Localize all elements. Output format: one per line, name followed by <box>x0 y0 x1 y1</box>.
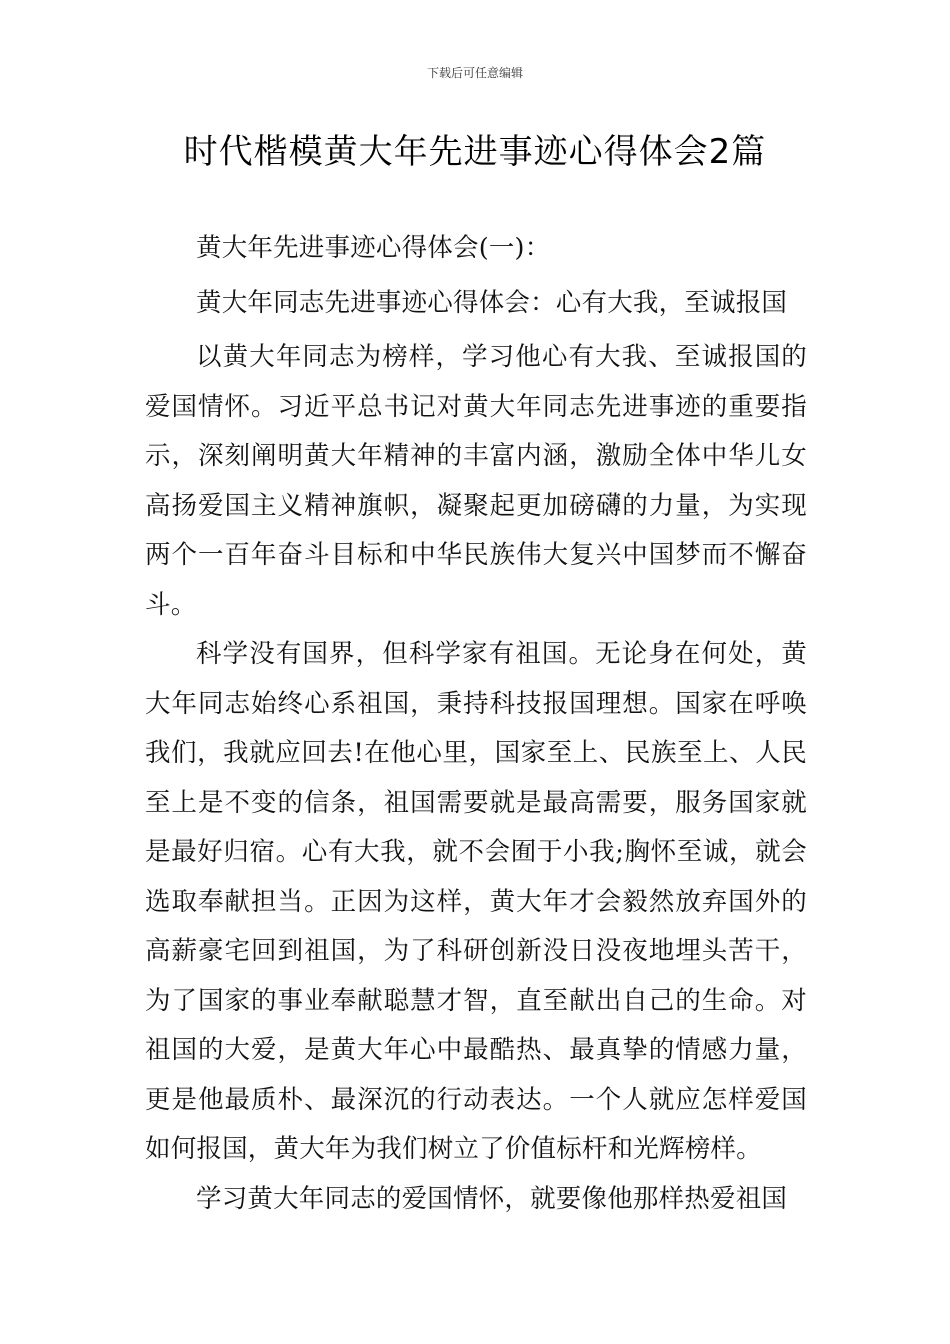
paragraph: 以黄大年同志为榜样，学习他心有大我、至诚报国的爱国情怀。习近平总书记对黄大年同志先进事迹的重要指示，深刻阐明黄大年精神的丰富内涵，激励全体中华儿女高扬爱国主义精神旗帜，凝聚起更加磅礴的力量，为实现两个一百年奋斗目标和中华民族伟大复兴中国梦而不懈奋斗。 <box>145 342 807 620</box>
section-heading: 黄大年先进事迹心得体会(一)： <box>196 233 551 263</box>
document-body <box>145 224 807 1224</box>
paragraph: 科学没有国界，但科学家有祖国。无论身在何处，黄大年同志始终心系祖国，秉持科技报国理想。国家在呼唤我们，我就应回去!在他心里，国家至上、民族至上、人民至上是不变的信条，祖国需要就是最高需要，服务国家就是最好归宿。心有大我，就不会囿于小我;胸怀至诚，就会选取奉献担当。正因为这样，黄大年才会毅然放弃国外的高薪豪宅回到祖国，为了科研创新没日没夜地埋头苦干，为了国家的事业奉献聪慧才智，直至献出自己的生命。对祖国的大爱，是黄大年心中最酷热、最真挚的情感力量，更是他最质朴、最深沉的行动表达。一个人就应怎样爱国如何报国，黄大年为我们树立了价值标杆和光辉榜样。 <box>145 639 807 1164</box>
article-subtitle: 黄大年同志先进事迹心得体会：心有大我，至诚报国 <box>196 287 788 318</box>
paragraph: 学习黄大年同志的爱国情怀，就要像他那样热爱祖国 <box>196 1183 788 1214</box>
header-note: 下载后可任意编辑 <box>426 66 523 80</box>
page-title: 时代楷模黄大年先进事迹心得体会2篇 <box>183 132 767 172</box>
